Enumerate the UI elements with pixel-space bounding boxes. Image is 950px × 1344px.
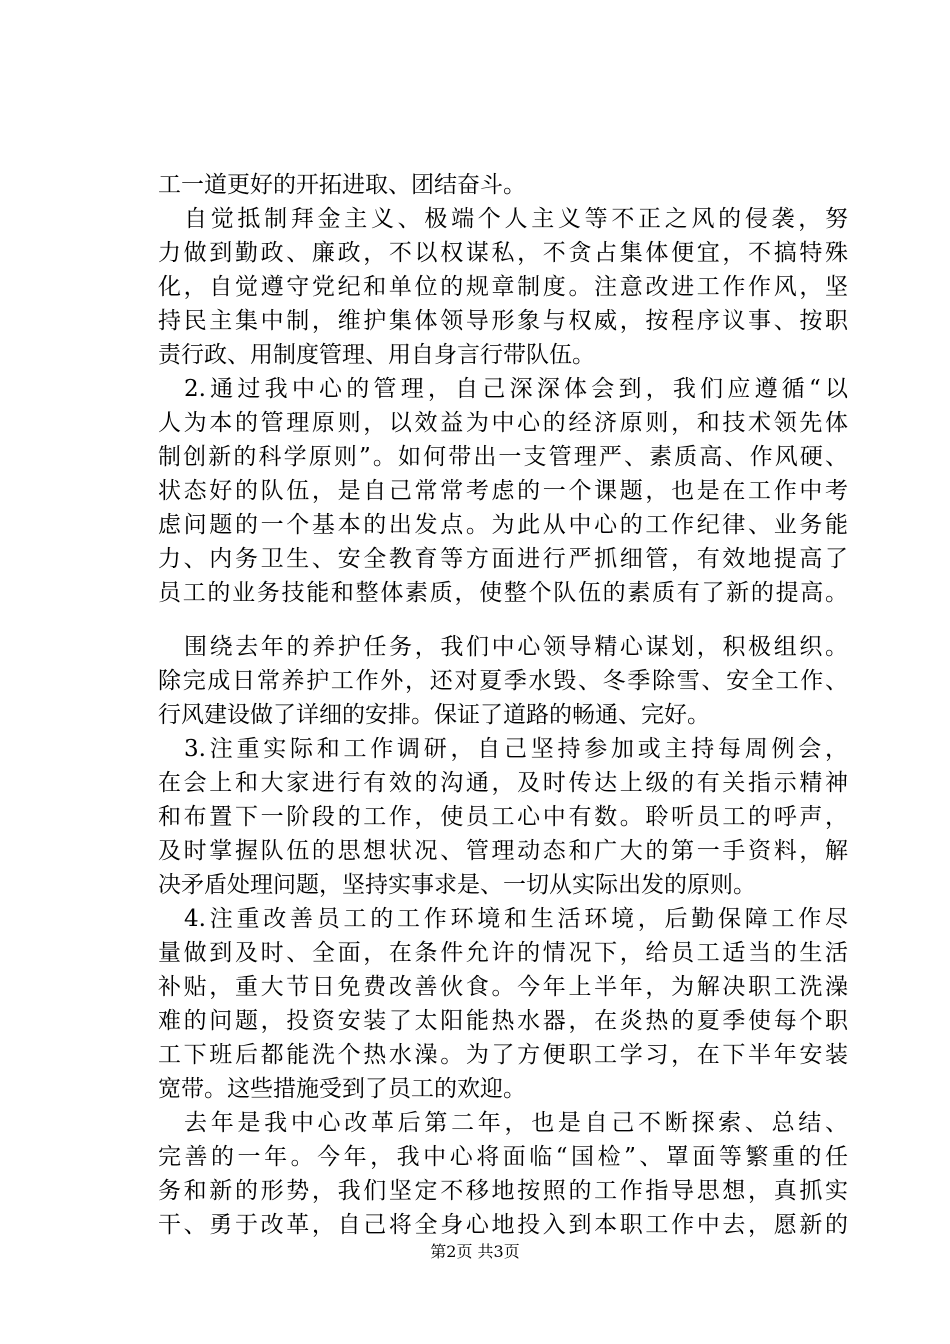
paragraph-first-line: 2.通过我中心的管理，自己深深体会到，我们应遵循“以 bbox=[184, 376, 848, 402]
text-line: 工下班后都能洗个热水澡。为了方便职工学习，在下半年安装 bbox=[158, 1042, 848, 1068]
text-line: 决矛盾处理问题，坚持实事求是、一切从实际出发的原则。 bbox=[158, 872, 756, 898]
text-line: 虑问题的一个基本的出发点。为此从中心的工作纪律、业务能 bbox=[158, 512, 848, 538]
text-line: 人为本的管理原则，以效益为中心的经济原则，和技术领先体 bbox=[158, 410, 848, 436]
page-number-footer: 第2页 共3页 bbox=[430, 1242, 520, 1261]
text-line: 量做到及时、全面，在条件允许的情况下，给员工适当的生活 bbox=[158, 940, 848, 966]
paragraph-first-line: 3.注重实际和工作调研，自己坚持参加或主持每周例会， bbox=[184, 736, 848, 762]
paragraph-first-line: 自觉抵制拜金主义、极端个人主义等不正之风的侵袭，努 bbox=[184, 206, 848, 232]
paragraph-first-line: 围绕去年的养护任务，我们中心领导精心谋划，积极组织。 bbox=[184, 634, 848, 660]
text-line: 及时掌握队伍的思想状况、管理动态和广大的第一手资料，解 bbox=[158, 838, 848, 864]
text-line: 化，自觉遵守党纪和单位的规章制度。注意改进工作作风，坚 bbox=[158, 274, 848, 300]
text-line: 除完成日常养护工作外，还对夏季水毁、冬季除雪、安全工作、 bbox=[158, 668, 848, 694]
text-line: 工一道更好的开拓进取、团结奋斗。 bbox=[158, 172, 526, 198]
text-line: 干、勇于改革，自己将全身心地投入到本职工作中去，愿新的 bbox=[158, 1212, 848, 1238]
text-line: 和布置下一阶段的工作，使员工心中有数。聆听员工的呼声， bbox=[158, 804, 848, 830]
text-line: 员工的业务技能和整体素质，使整个队伍的素质有了新的提高。 bbox=[158, 580, 848, 606]
text-line: 难的问题，投资安装了太阳能热水器，在炎热的夏季使每个职 bbox=[158, 1008, 848, 1034]
paragraph-first-line: 4.注重改善员工的工作环境和生活环境，后勤保障工作尽 bbox=[184, 906, 848, 932]
text-line: 持民主集中制，维护集体领导形象与权威，按程序议事、按职 bbox=[158, 308, 848, 334]
text-line: 制创新的科学原则”。如何带出一支管理严、素质高、作风硬、 bbox=[158, 444, 848, 470]
text-line: 状态好的队伍，是自己常常考虑的一个课题，也是在工作中考 bbox=[158, 478, 848, 504]
text-line: 务和新的形势，我们坚定不移地按照的工作指导思想，真抓实 bbox=[158, 1178, 848, 1204]
text-line: 力做到勤政、廉政，不以权谋私，不贪占集体便宜，不搞特殊 bbox=[158, 240, 848, 266]
text-line: 力、内务卫生、安全教育等方面进行严抓细管，有效地提高了 bbox=[158, 546, 848, 572]
text-line: 补贴，重大节日免费改善伙食。今年上半年，为解决职工洗澡 bbox=[158, 974, 848, 1000]
text-line: 宽带。这些措施受到了员工的欢迎。 bbox=[158, 1076, 526, 1102]
text-line: 责行政、用制度管理、用自身言行带队伍。 bbox=[158, 342, 595, 368]
text-line: 行风建设做了详细的安排。保证了道路的畅通、完好。 bbox=[158, 702, 710, 728]
paragraph-first-line: 去年是我中心改革后第二年，也是自己不断探索、总结、 bbox=[184, 1110, 848, 1136]
text-line: 完善的一年。今年，我中心将面临“国检”、罩面等繁重的任 bbox=[158, 1144, 848, 1170]
text-line: 在会上和大家进行有效的沟通，及时传达上级的有关指示精神 bbox=[158, 770, 848, 796]
